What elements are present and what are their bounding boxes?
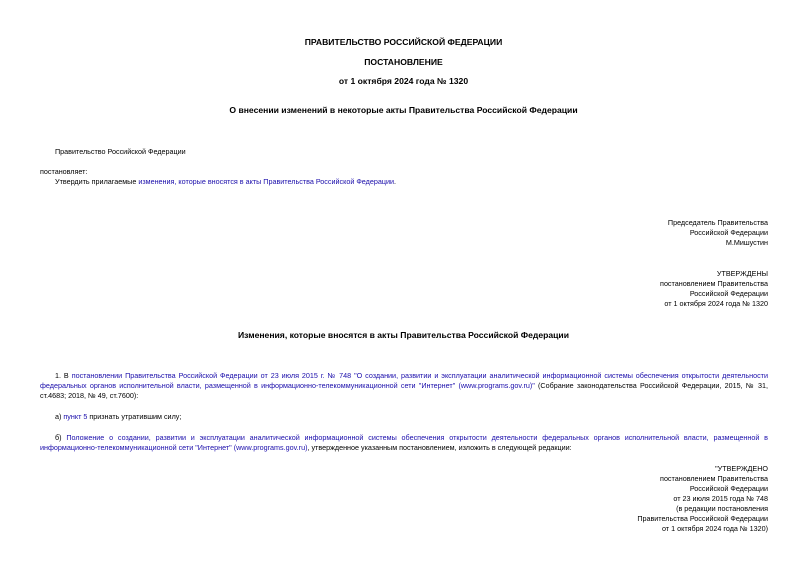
quoted-approval-block xyxy=(637,464,768,534)
signature-line-2: Российской Федерации xyxy=(689,228,768,237)
approve-suffix: . xyxy=(393,177,396,186)
approval-line-1: УТВЕРЖДЕНЫ xyxy=(716,269,768,278)
item-1-suffix: (Собрание законодательства Российской Федерации, 2015, № 31, ст.4683; 2018, № 49, ст.7600): xyxy=(40,381,768,400)
document-type: ПОСТАНОВЛЕНИЕ xyxy=(364,57,443,67)
signature-line-3: М.Мишустин xyxy=(725,238,768,247)
government-name: ПРАВИТЕЛЬСТВО РОССИЙСКОЙ ФЕДЕРАЦИИ xyxy=(304,37,503,47)
quoted-approval-line-2: постановлением Правительства xyxy=(660,474,768,483)
approval-block xyxy=(660,269,768,309)
item-1-prefix: 1. В xyxy=(55,371,72,380)
quoted-approval-line-4: от 23 июля 2015 года № 748 xyxy=(673,494,768,503)
changes-link[interactable]: изменения, которые вносятся в акты Правительства Российской Федерации xyxy=(138,177,394,186)
signature-block xyxy=(668,218,768,248)
item-b-suffix: , утвержденное указанным постановлением, изложить в следующей редакции: xyxy=(307,443,572,452)
point-5-link[interactable]: пункт 5 xyxy=(63,412,88,421)
issuer-text: Правительство Российской Федерации xyxy=(55,147,186,156)
resolution-748-link[interactable]: постановлении Правительства Российской Федерации от 23 июля 2015 г. № 748 "О создании, развитии и эксплуатации аналитической информационной системы обеспечения открытости деятельности федеральных органов исполнительной власти, размещенной в информационно-телекоммуникационной сети "Интернет" (www.programs.gov.ru)" xyxy=(40,371,768,390)
quoted-approval-line-5: (в редакции постановления xyxy=(676,504,768,513)
approval-line-3: Российской Федерации xyxy=(689,289,768,298)
quoted-approval-line-7: от 1 октября 2024 года № 1320) xyxy=(661,524,768,533)
item-a-prefix: а) xyxy=(55,412,64,421)
item-1-paragraph xyxy=(40,371,768,401)
document-date-number: от 1 октября 2024 года № 1320 xyxy=(338,76,469,86)
changes-title: Изменения, которые вносятся в акты Правительства Российской Федерации xyxy=(237,330,569,340)
quoted-approval-line-1: "УТВЕРЖДЕНО xyxy=(715,464,768,473)
regulation-link[interactable]: Положение о создании, развитии и эксплуатации аналитической информационной системы обеспечения открытости деятельности федеральных органов исполнительной власти, размещенной в информационно-телекоммуникационной сети "Интернет" (www.programs.gov.ru) xyxy=(40,433,768,452)
item-b-paragraph xyxy=(40,433,768,453)
approve-paragraph xyxy=(55,177,396,187)
approval-line-4: от 1 октября 2024 года № 1320 xyxy=(664,299,768,308)
quoted-approval-line-6: Правительства Российской Федерации xyxy=(637,514,768,523)
item-a-suffix: признать утратившим силу; xyxy=(87,412,182,421)
item-a-paragraph xyxy=(55,412,181,422)
document-title: О внесении изменений в некоторые акты Правительства Российской Федерации xyxy=(229,105,578,115)
approve-prefix: Утвердить прилагаемые xyxy=(55,177,139,186)
item-b-prefix: б) xyxy=(55,433,67,442)
approval-line-2: постановлением Правительства xyxy=(660,279,768,288)
quoted-approval-line-3: Российской Федерации xyxy=(689,484,768,493)
decides-text: постановляет: xyxy=(40,167,88,176)
signature-line-1: Председатель Правительства xyxy=(667,218,768,227)
